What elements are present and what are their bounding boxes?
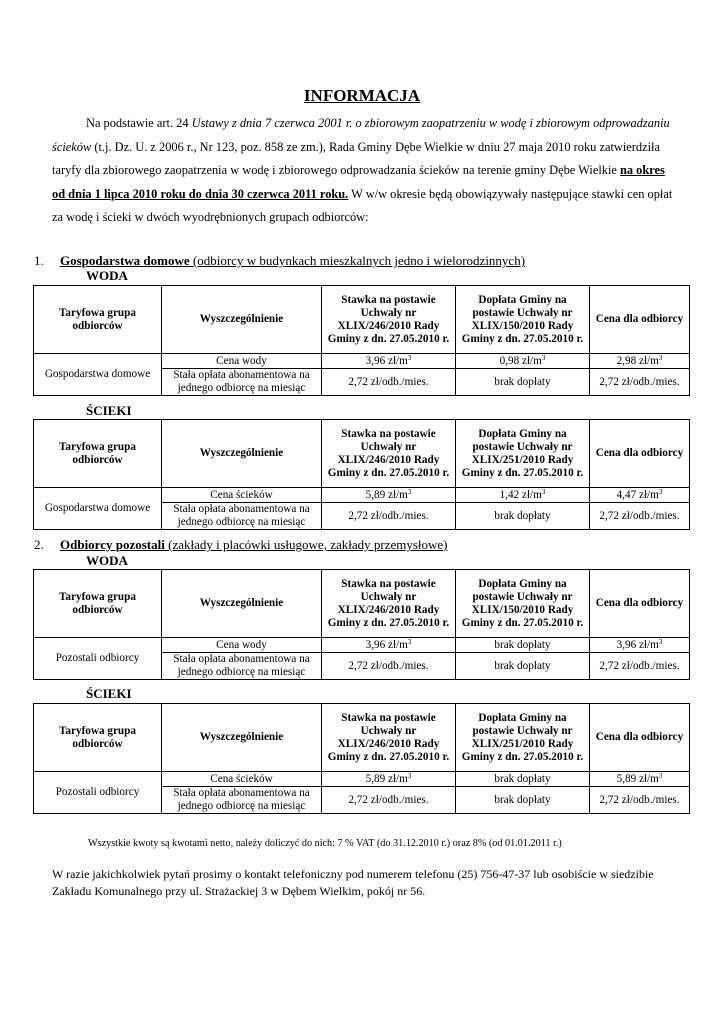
section-subtitle: (odbiorcy w budynkach mieszkalnych jedno i wielorodzinnych)	[189, 253, 526, 268]
subsidy-cell: brak dopłaty	[456, 787, 590, 814]
subsidy-cell: 0,98 $zł/m^3$	[456, 354, 590, 369]
price-cell: 2,72 zł/odb./mies.	[590, 503, 690, 530]
intro-period: na okres od dnia 1 lipca 2010 roku do dnia 30 czerwca 2011 roku.	[52, 163, 665, 201]
header-price: Cena dla odbiorcy	[590, 286, 690, 354]
item-cell: Stała opłata abonamentowa na jednego odbiorcę na miesiąc	[162, 369, 322, 396]
header-price: Cena dla odbiorcy	[590, 704, 690, 772]
rate-cell: 3,96 $zł/m^3$	[322, 354, 456, 369]
group-cell: Gospodarstwa domowe	[34, 488, 162, 530]
section-number: 1.	[34, 253, 44, 268]
header-item: Wyszczególnienie	[162, 704, 322, 772]
group-cell: Pozostali odbiorcy	[34, 772, 162, 814]
item-cell: Cena wody	[162, 638, 322, 653]
section-subtitle: (zakłady i placówki usługowe, zakłady przemysłowe)	[164, 537, 448, 552]
table-row	[34, 638, 690, 653]
table-label: ŚCIEKI	[86, 686, 132, 701]
header-group: Taryfowa grupa odbiorców	[34, 286, 162, 354]
header-subsidy: Dopłata Gminy na postawie Uchwały nr XLIX/150/2010 Rady Gminy z dn. 27.05.2010 r.	[456, 570, 590, 638]
table-row	[34, 354, 690, 369]
table-header-row	[34, 286, 690, 354]
table-row	[34, 772, 690, 787]
item-cell: Stała opłata abonamentowa na jednego odbiorcę na miesiąc	[162, 653, 322, 680]
header-subsidy: Dopłata Gminy na postawie Uchwały nr XLIX/251/2010 Rady Gminy z dn. 27.05.2010 r.	[456, 420, 590, 488]
tariff-table	[33, 285, 690, 396]
header-group: Taryfowa grupa odbiorców	[34, 420, 162, 488]
table-header-row	[34, 420, 690, 488]
group-cell: Pozostali odbiorcy	[34, 638, 162, 680]
tariff-table	[33, 569, 690, 680]
header-subsidy: Dopłata Gminy na postawie Uchwały nr XLIX/251/2010 Rady Gminy z dn. 27.05.2010 r.	[456, 704, 590, 772]
table-label: WODA	[86, 553, 128, 568]
contact-note: W razie jakichkolwiek pytań prosimy o kontakt telefoniczny pod numerem telefonu (25) 756-47-37 lub osobiście w siedzibie Zakładu Komunalnego przy ul. Strażackiej 3 w Dębem Wielkim, pokój nr 56.	[52, 867, 654, 898]
table-label: WODA	[86, 268, 128, 283]
header-rate: Stawka na postawie Uchwały nr XLIX/246/2010 Rady Gminy z dn. 27.05.2010 r.	[322, 704, 456, 772]
intro-text-a: Na podstawie art. 24	[86, 116, 192, 130]
item-cell: Stała opłata abonamentowa na jednego odbiorcę na miesiąc	[162, 787, 322, 814]
table-row	[34, 488, 690, 503]
rate-cell: 2,72 zł/odb./mies.	[322, 653, 456, 680]
header-rate: Stawka na postawie Uchwały nr XLIX/246/2010 Rady Gminy z dn. 27.05.2010 r.	[322, 420, 456, 488]
rate-cell: 2,72 zł/odb./mies.	[322, 369, 456, 396]
section-2-heading	[34, 537, 448, 553]
table-label: ŚCIEKI	[86, 403, 132, 418]
header-item: Wyszczególnienie	[162, 570, 322, 638]
item-cell: Cena ścieków	[162, 772, 322, 787]
header-subsidy: Dopłata Gminy na postawie Uchwały nr XLIX/150/2010 Rady Gminy z dn. 27.05.2010 r.	[456, 286, 590, 354]
price-cell: 3,96 $zł/m^3$	[590, 638, 690, 653]
intro-law-title: Ustawy z dnia 7 czerwca 2001 r. o zbiorowym zaopatrzeniu w wodę i zbiorowym odprowadzaniu ścieków	[52, 116, 670, 154]
subsidy-cell: brak dopłaty	[456, 772, 590, 787]
intro-text-b: (t.j. Dz. U. z 2006 r., Nr 123, poz. 858 ze zm.), Rada Gminy Dębe Wielkie w dniu 27 maja 2010 roku zatwierdziła taryfy dla zbiorowego zaopatrzenia w wodę i zbiorowego odprowadzania ścieków na terenie gminy Dębe Wielkie	[52, 139, 660, 177]
header-item: Wyszczególnienie	[162, 286, 322, 354]
rate-cell: 5,89 $zł/m^3$	[322, 772, 456, 787]
document-title: INFORMACJA	[303, 86, 421, 105]
subsidy-cell: brak dopłaty	[456, 638, 590, 653]
section-number: 2.	[34, 537, 44, 552]
header-price: Cena dla odbiorcy	[590, 420, 690, 488]
section-title: Gospodarstwa domowe	[60, 253, 190, 268]
header-price: Cena dla odbiorcy	[590, 570, 690, 638]
section-1-heading	[34, 253, 525, 269]
header-group: Taryfowa grupa odbiorców	[34, 704, 162, 772]
tariff-table	[33, 419, 690, 530]
vat-footnote: Wszystkie kwoty są kwotami netto, należy doliczyć do nich: 7 % VAT (do 31.12.2010 r.) oraz 8% (od 01.01.2011 r.)	[88, 838, 562, 849]
header-group: Taryfowa grupa odbiorców	[34, 570, 162, 638]
subsidy-cell: brak dopłaty	[456, 653, 590, 680]
rate-cell: 2,72 zł/odb./mies.	[322, 503, 456, 530]
rate-cell: 5,89 $zł/m^3$	[322, 488, 456, 503]
header-item: Wyszczególnienie	[162, 420, 322, 488]
tariff-table	[33, 703, 690, 814]
intro-paragraph	[52, 112, 678, 230]
rate-cell: 2,72 zł/odb./mies.	[322, 787, 456, 814]
header-rate: Stawka na postawie Uchwały nr XLIX/246/2010 Rady Gminy z dn. 27.05.2010 r.	[322, 286, 456, 354]
item-cell: Cena wody	[162, 354, 322, 369]
table-header-row	[34, 570, 690, 638]
section-title: Odbiorcy pozostali	[60, 537, 165, 552]
price-cell: 2,72 zł/odb./mies.	[590, 787, 690, 814]
rate-cell: 3,96 $zł/m^3$	[322, 638, 456, 653]
table-header-row	[34, 704, 690, 772]
price-cell: 2,72 zł/odb./mies.	[590, 369, 690, 396]
price-cell: 5,89 $zł/m^3$	[590, 772, 690, 787]
header-rate: Stawka na postawie Uchwały nr XLIX/246/2010 Rady Gminy z dn. 27.05.2010 r.	[322, 570, 456, 638]
subsidy-cell: 1,42 $zł/m^3$	[456, 488, 590, 503]
price-cell: 2,72 zł/odb./mies.	[590, 653, 690, 680]
subsidy-cell: brak dopłaty	[456, 369, 590, 396]
group-cell: Gospodarstwa domowe	[34, 354, 162, 396]
intro-text-c: W w/w okresie będą obowiązywały następujące stawki cen opłat za wodę i ścieki w dwóch wyodrębnionych grupach odbiorców:	[52, 186, 673, 224]
subsidy-cell: brak dopłaty	[456, 503, 590, 530]
price-cell: 4,47 $zł/m^3$	[590, 488, 690, 503]
item-cell: Cena ścieków	[162, 488, 322, 503]
price-cell: 2,98 $zł/m^3$	[590, 354, 690, 369]
item-cell: Stała opłata abonamentowa na jednego odbiorcę na miesiąc	[162, 503, 322, 530]
